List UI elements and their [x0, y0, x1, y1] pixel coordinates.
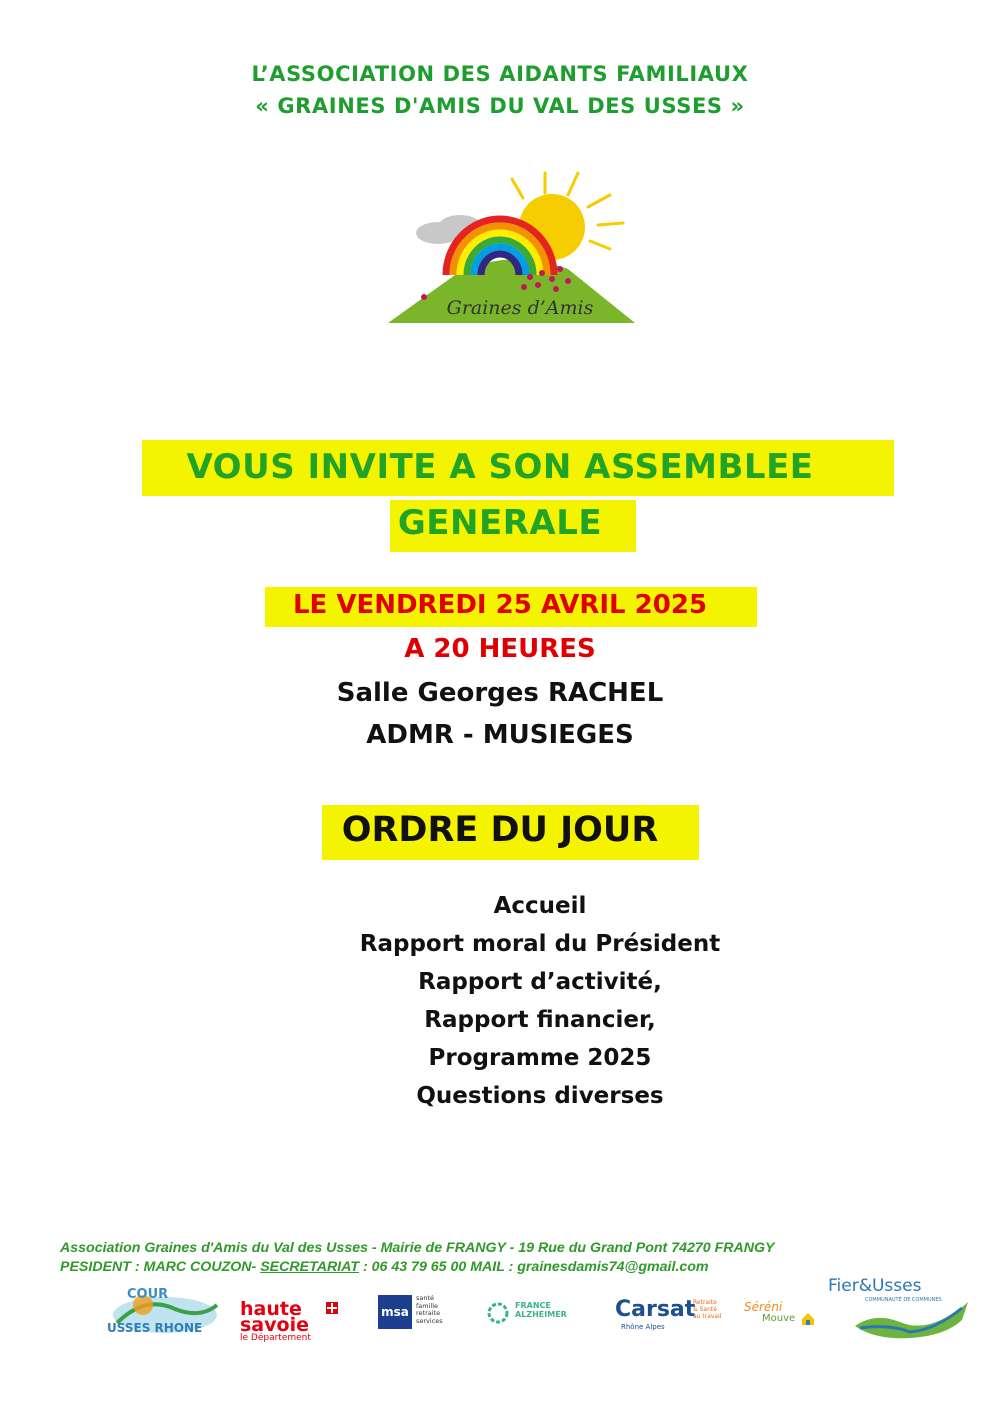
haute-savoie-line2: savoie [240, 1314, 309, 1336]
msa-tagline-4: services [416, 1316, 443, 1325]
carsat-name: Carsat [615, 1297, 696, 1322]
carsat-tagline-2: & Santé [693, 1306, 717, 1313]
invite-line-2: GENERALE [397, 503, 603, 543]
sereni-mouve-logo [742, 1300, 822, 1330]
haute-savoie-line3: le Département [240, 1333, 311, 1343]
msa-logo [378, 1295, 458, 1333]
agenda-item: Programme 2025 [428, 1045, 652, 1071]
msa-tagline-3: retraite [416, 1309, 441, 1317]
fier-usses-logo [825, 1276, 970, 1342]
event-time: A 20 HEURES [404, 634, 596, 664]
agenda-item: Rapport d’activité, [418, 969, 662, 995]
association-name: « GRAINES D'AMIS DU VAL DES USSES » [255, 94, 745, 118]
association-title: L’ASSOCIATION DES AIDANTS FAMILIAUX [251, 62, 749, 86]
footer-secretariat-details: : 06 43 79 65 00 MAIL : grainesdamis74@gmail.com [359, 1259, 709, 1275]
fier-usses-subtitle: COMMUNAUTÉ DE COMMUNES [865, 1297, 942, 1303]
event-venue: Salle Georges RACHEL [336, 678, 664, 708]
savoie-cross-icon [326, 1302, 338, 1314]
house-icon [800, 1310, 816, 1326]
logo-text: Graines d’Amis [446, 297, 594, 319]
event-place: ADMR - MUSIEGES [366, 720, 634, 750]
carsat-region: Rhône Alpes [621, 1323, 665, 1331]
footer-president: PESIDENT : MARC COUZON- [60, 1259, 261, 1275]
msa-tagline-1: santé [416, 1294, 435, 1302]
msa-abbr: msa [378, 1295, 412, 1329]
usses-rhone-title: COUR [127, 1287, 169, 1302]
invite-line-1: VOUS INVITE A SON ASSEMBLEE [186, 447, 814, 487]
fier-usses-map-icon [850, 1298, 970, 1342]
carsat-logo [615, 1297, 730, 1333]
usses-rhone-subtitle: USSES RHONE [107, 1321, 203, 1335]
graines-damis-logo [380, 165, 645, 330]
alzheimer-line1: FRANCE [515, 1301, 551, 1310]
footer-contact [60, 1259, 709, 1275]
agenda-item: Rapport moral du Président [359, 931, 721, 957]
haute-savoie-line1: haute [240, 1298, 302, 1320]
haute-savoie-logo [240, 1300, 340, 1345]
fier-usses-name: Fier&Usses [828, 1276, 922, 1296]
alzheimer-line2: ALZHEIMER [515, 1310, 567, 1319]
agenda-title: ORDRE DU JOUR [341, 810, 659, 850]
footer-address: Association Graines d'Amis du Val des Usses - Mairie de FRANGY - 19 Rue du Grand Pont 74270 FRANGY [60, 1240, 775, 1256]
agenda-item: Rapport financier, [424, 1007, 656, 1033]
sereni-line2: Mouve [762, 1313, 796, 1324]
carsat-tagline-3: au travail [693, 1313, 722, 1320]
sereni-line1: Séréni [744, 1300, 783, 1314]
france-alzheimer-logo [485, 1300, 600, 1326]
msa-tagline-2: famille [416, 1301, 439, 1310]
agenda-item: Accueil [493, 893, 587, 919]
footer-secretariat-label: SECRETARIAT [260, 1259, 359, 1275]
alzheimer-ring-icon [485, 1300, 511, 1326]
carsat-tagline-1: Retraite [693, 1299, 717, 1306]
usses-rhone-logo [105, 1285, 225, 1340]
agenda-item: Questions diverses [416, 1083, 664, 1109]
event-date: LE VENDREDI 25 AVRIL 2025 [292, 590, 708, 620]
